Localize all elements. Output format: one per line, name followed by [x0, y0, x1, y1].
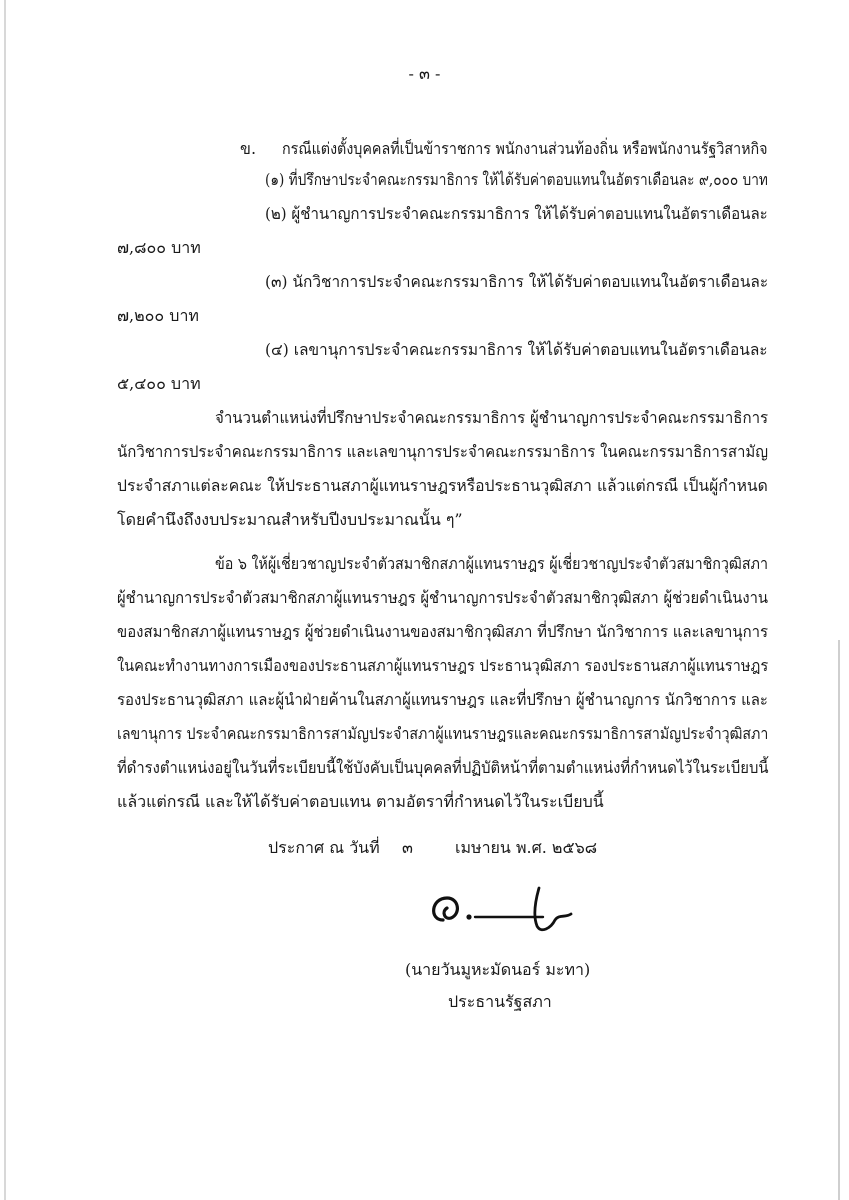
- clause-b-item-3: (๓) นักวิชาการประจำคณะกรรมาธิการ ให้ได้รับค่าตอบแทนในอัตราเดือนละ: [265, 272, 769, 291]
- clause-b-item-2: (๒) ผู้ชำนาญการประจำคณะกรรมาธิการ ให้ได้รับค่าตอบแทนในอัตราเดือนละ: [265, 204, 768, 223]
- clause-b-item-4: (๔) เลขานุการประจำคณะกรรมาธิการ ให้ได้รับค่าตอบแทนในอัตราเดือนละ: [265, 340, 768, 359]
- clause-b-item-2-amount: ๗,๘๐๐ บาท: [117, 238, 201, 257]
- scan-edge-left: [4, 0, 6, 1200]
- positions-para-line-4: โดยคำนึงถึงงบประมาณสำหรับปีงบประมาณนั้น ๆ”: [117, 510, 463, 529]
- announce-day: ๓: [402, 838, 413, 857]
- page-number: - ๓ -: [408, 64, 441, 83]
- clause-6-line-1: ข้อ ๖ ให้ผู้เชี่ยวชาญประจำตัวสมาชิกสภาผู้แทนราษฎร ผู้เชี่ยวชาญประจำตัวสมาชิกวุฒิสภา: [215, 554, 768, 573]
- positions-para-line-3: ประจำสภาแต่ละคณะ ให้ประธานสภาผู้แทนราษฎรหรือประธานวุฒิสภา แล้วแต่กรณี เป็นผู้กำหนด: [117, 476, 768, 495]
- signer-position: ประธานรัฐสภา: [448, 992, 552, 1011]
- scan-edge-right: [838, 640, 840, 1200]
- announce-month-year: เมษายน พ.ศ. ๒๕๖๘: [455, 838, 598, 857]
- clause-6-line-7: ที่ดำรงตำแหน่งอยู่ในวันที่ระเบียบนี้ใช้บังคับเป็นบุคคลที่ปฏิบัติหน้าที่ตามตำแหน่งที่กำหนดไว้ในระเบียบนี้: [117, 758, 769, 777]
- signer-name: (นายวันมูหะมัดนอร์ มะทา): [405, 960, 591, 979]
- clause-6-line-4: ในคณะทำงานทางการเมืองของประธานสภาผู้แทนราษฎร ประธานวุฒิสภา รองประธานสภาผู้แทนราษฎร: [117, 656, 769, 675]
- positions-para-line-2: นักวิชาการประจำคณะกรรมาธิการ และเลขานุการประจำคณะกรรมาธิการ ในคณะกรรมาธิการสามัญ: [117, 442, 769, 461]
- positions-para-line-1: จำนวนตำแหน่งที่ปรึกษาประจำคณะกรรมาธิการ ผู้ชำนาญการประจำคณะกรรมาธิการ: [215, 408, 769, 427]
- clause-b-marker: ข.: [240, 139, 257, 158]
- clause-b-text: กรณีแต่งตั้งบุคคลที่เป็นข้าราชการ พนักงานส่วนท้องถิ่น หรือพนักงานรัฐวิสาหกิจ: [282, 139, 768, 158]
- clause-6-line-8: แล้วแต่กรณี และให้ได้รับค่าตอบแทน ตามอัตราที่กำหนดไว้ในระเบียบนี้: [117, 792, 604, 811]
- announce-prefix: ประกาศ ณ วันที่: [268, 838, 380, 857]
- clause-b-item-1: (๑) ที่ปรึกษาประจำคณะกรรมาธิการ ให้ได้รับค่าตอบแทนในอัตราเดือนละ ๙,๐๐๐ บาท: [265, 170, 768, 189]
- clause-b-item-4-amount: ๕,๔๐๐ บาท: [117, 374, 201, 393]
- clause-6-line-2: ผู้ชำนาญการประจำตัวสมาชิกสภาผู้แทนราษฎร ผู้ชำนาญการประจำตัวสมาชิกวุฒิสภา ผู้ช่วยดำเนินงาน: [117, 588, 769, 607]
- clause-6-line-3: ของสมาชิกสภาผู้แทนราษฎร ผู้ช่วยดำเนินงานของสมาชิกวุฒิสภา ที่ปรึกษา นักวิชาการ และเลขานุการ: [117, 622, 769, 641]
- clause-b-item-3-amount: ๗,๒๐๐ บาท: [117, 306, 199, 325]
- clause-6-line-5: รองประธานวุฒิสภา และผู้นำฝ่ายค้านในสภาผู้แทนราษฎร และที่ปรึกษา ผู้ชำนาญการ นักวิชาการ และ: [117, 690, 768, 709]
- clause-6-line-6: เลขานุการ ประจำคณะกรรมาธิการสามัญประจำสภาผู้แทนราษฎรและคณะกรรมาธิการสามัญประจำวุฒิสภา: [117, 724, 769, 743]
- signature-image: [425, 880, 595, 940]
